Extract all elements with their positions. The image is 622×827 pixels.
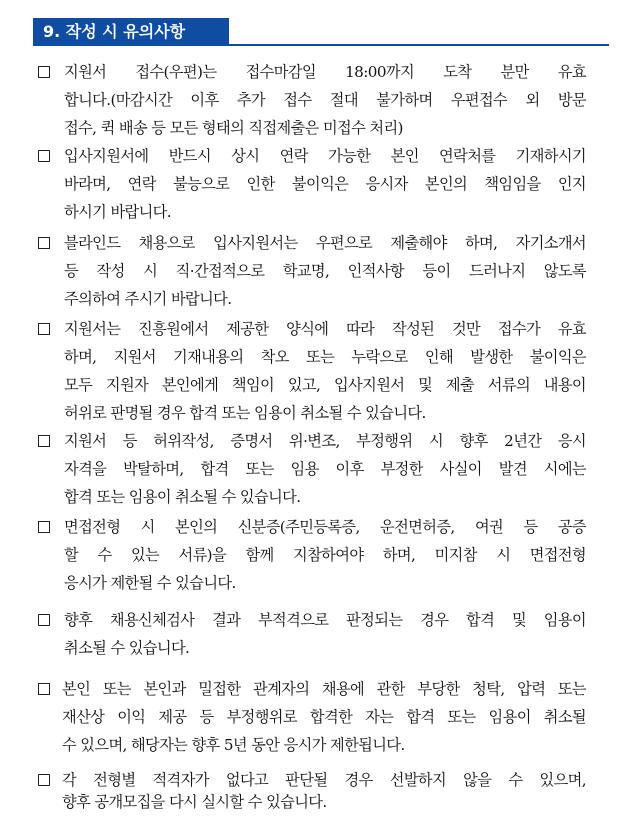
- notice-line: 취소될 수 있습니다.: [64, 639, 190, 657]
- checkbox-icon: [38, 435, 50, 447]
- notice-line: 자격을 박탈하며, 합격 또는 임용 이후 부정한 사실이 발견 시에는: [64, 460, 586, 478]
- section-header: [33, 18, 609, 46]
- notice-line: 할 수 있는 서류)을 함께 지참하여야 하며, 미지참 시 면접전형: [64, 546, 586, 564]
- notice-line: 합격 또는 임용이 취소될 수 있습니다.: [64, 488, 301, 506]
- checkbox-icon: [38, 683, 50, 695]
- notice-line: 수 있으며, 해당자는 향후 5년 동안 응시가 제한됩니다.: [62, 736, 405, 754]
- notice-line: 지원서 접수(우편)는 접수마감일 18:00까지 도착 분만 유효: [64, 63, 586, 81]
- notice-line: 재산상 이익 제공 등 부정행위로 합격한 자는 합격 또는 임용이 취소될: [62, 708, 586, 726]
- notice-line: 하시기 바랍니다.: [64, 203, 171, 221]
- notice-line: 응시가 제한될 수 있습니다.: [64, 574, 236, 592]
- notice-line: 각 전형별 적격자가 없다고 판단될 경우 선발하지 않을 수 있으며,: [62, 771, 586, 789]
- notice-line: 지원서 등 허위작성, 증명서 위·변조, 부정행위 시 향후 2년간 응시: [64, 432, 586, 450]
- checkbox-icon: [38, 150, 50, 162]
- notice-line: 하며, 지원서 기재내용의 착오 또는 누락으로 인해 발생한 불이익은: [64, 348, 586, 366]
- notice-line: 바라며, 연락 불능으로 인한 불이익은 응시자 본인의 책임임을 인지: [64, 175, 586, 193]
- checkbox-icon: [38, 323, 50, 335]
- notice-line: 주의하여 주시기 바랍니다.: [64, 290, 232, 308]
- notice-line: 모두 지원자 본인에게 책임이 있고, 입사지원서 및 제출 서류의 내용이: [64, 376, 586, 394]
- notice-line: 향후 공개모집을 다시 실시할 수 있습니다.: [62, 793, 327, 811]
- notice-line: 지원서는 진흥원에서 제공한 양식에 따라 작성된 것만 접수가 유효: [64, 320, 586, 338]
- notice-line: 허위로 판명될 경우 합격 또는 임용이 취소될 수 있습니다.: [64, 404, 426, 422]
- notice-line: 면접전형 시 본인의 신분증(주민등록증, 운전면허증, 여권 등 공증: [64, 518, 586, 536]
- checkbox-icon: [38, 521, 50, 533]
- notice-line: 접수, 퀵 배송 등 모든 형태의 직접제출은 미접수 처리): [64, 119, 403, 137]
- notice-line: 블라인드 채용으로 입사지원서는 우편으로 제출해야 하며, 자기소개서: [64, 234, 586, 252]
- notice-line: 등 작성 시 직·간접적으로 학교명, 인적사항 등이 드러나지 않도록: [64, 262, 586, 280]
- checkbox-icon: [38, 774, 50, 786]
- notice-line: 향후 채용신체검사 결과 부적격으로 판정되는 경우 합격 및 임용이: [64, 611, 586, 629]
- section-divider: [33, 44, 609, 46]
- notice-line: 입사지원서에 반드시 상시 연락 가능한 본인 연락처를 기재하시기: [64, 147, 586, 165]
- notice-line: 본인 또는 본인과 밀접한 관계자의 채용에 관한 부당한 청탁, 압력 또는: [62, 680, 586, 698]
- section-title: 9. 작성 시 유의사항: [33, 18, 229, 46]
- checkbox-icon: [38, 66, 50, 78]
- checkbox-icon: [38, 614, 50, 626]
- checkbox-icon: [38, 237, 50, 249]
- notice-line: 합니다.(마감시간 이후 추가 접수 절대 불가하며 우편접수 외 방문: [64, 91, 586, 109]
